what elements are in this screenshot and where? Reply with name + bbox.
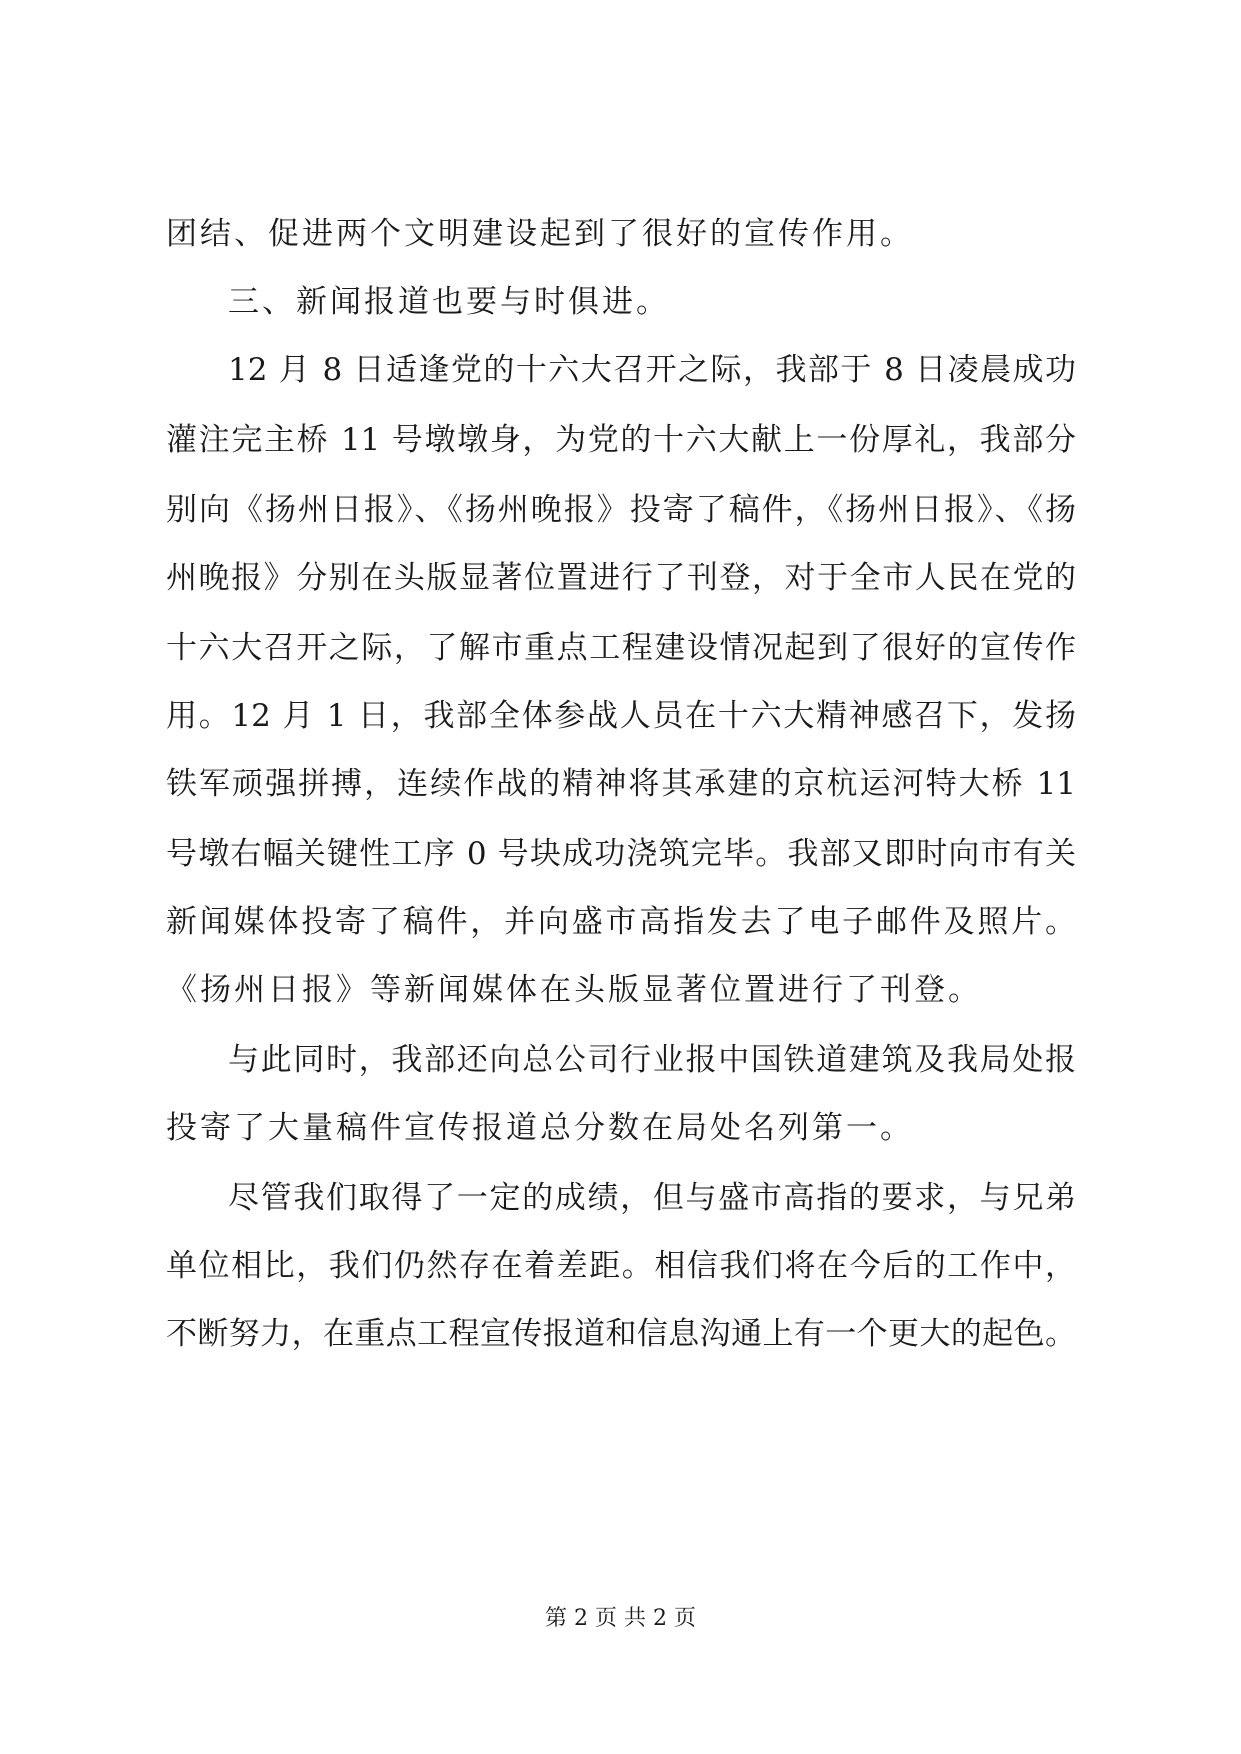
body-line: 灌注完主桥 11 号墩墩身，为党的十六大献上一份厚礼，我部分 — [166, 422, 1076, 458]
body-line: 不断努力，在重点工程宣传报道和信息沟通上有一个更大的起色。 — [166, 1316, 1076, 1352]
body-line: 团结、促进两个文明建设起到了很好的宣传作用。 — [166, 216, 914, 252]
body-line: 12 月 8 日适逢党的十六大召开之际，我部于 8 日凌晨成功 — [228, 352, 1076, 388]
body-line: 单位相比，我们仍然存在着差距。相信我们将在今后的工作中， — [166, 1248, 1076, 1284]
body-line: 号墩右幅关键性工序 0 号块成功浇筑完毕。我部又即时向市有关 — [166, 836, 1076, 872]
body-line: 与此同时，我部还向总公司行业报中国铁道建筑及我局处报 — [228, 1042, 1076, 1078]
body-line: 铁军顽强拼搏，连续作战的精神将其承建的京杭运河特大桥 11 — [166, 766, 1076, 802]
section-heading: 三、新闻报道也要与时俱进。 — [228, 284, 670, 320]
body-line: 用。12 月 1 日，我部全体参战人员在十六大精神感召下，发扬 — [166, 698, 1076, 734]
body-line: 新闻媒体投寄了稿件，并向盛市高指发去了电子邮件及照片。 — [166, 904, 1076, 940]
page-number-footer: 第 2 页 共 2 页 — [545, 1606, 696, 1631]
body-line: 尽管我们取得了一定的成绩，但与盛市高指的要求，与兄弟 — [228, 1180, 1076, 1216]
body-line: 州晚报》分别在头版显著位置进行了刊登，对于全市人民在党的 — [166, 560, 1076, 596]
body-line: 投寄了大量稿件宣传报道总分数在局处名列第一。 — [166, 1110, 914, 1146]
body-line: 《扬州日报》等新闻媒体在头版显著位置进行了刊登。 — [166, 972, 982, 1008]
body-line: 十六大召开之际，了解市重点工程建设情况起到了很好的宣传作 — [166, 630, 1076, 666]
body-line: 别向《扬州日报》、《扬州晚报》投寄了稿件，《扬州日报》、《扬 — [166, 492, 1076, 528]
